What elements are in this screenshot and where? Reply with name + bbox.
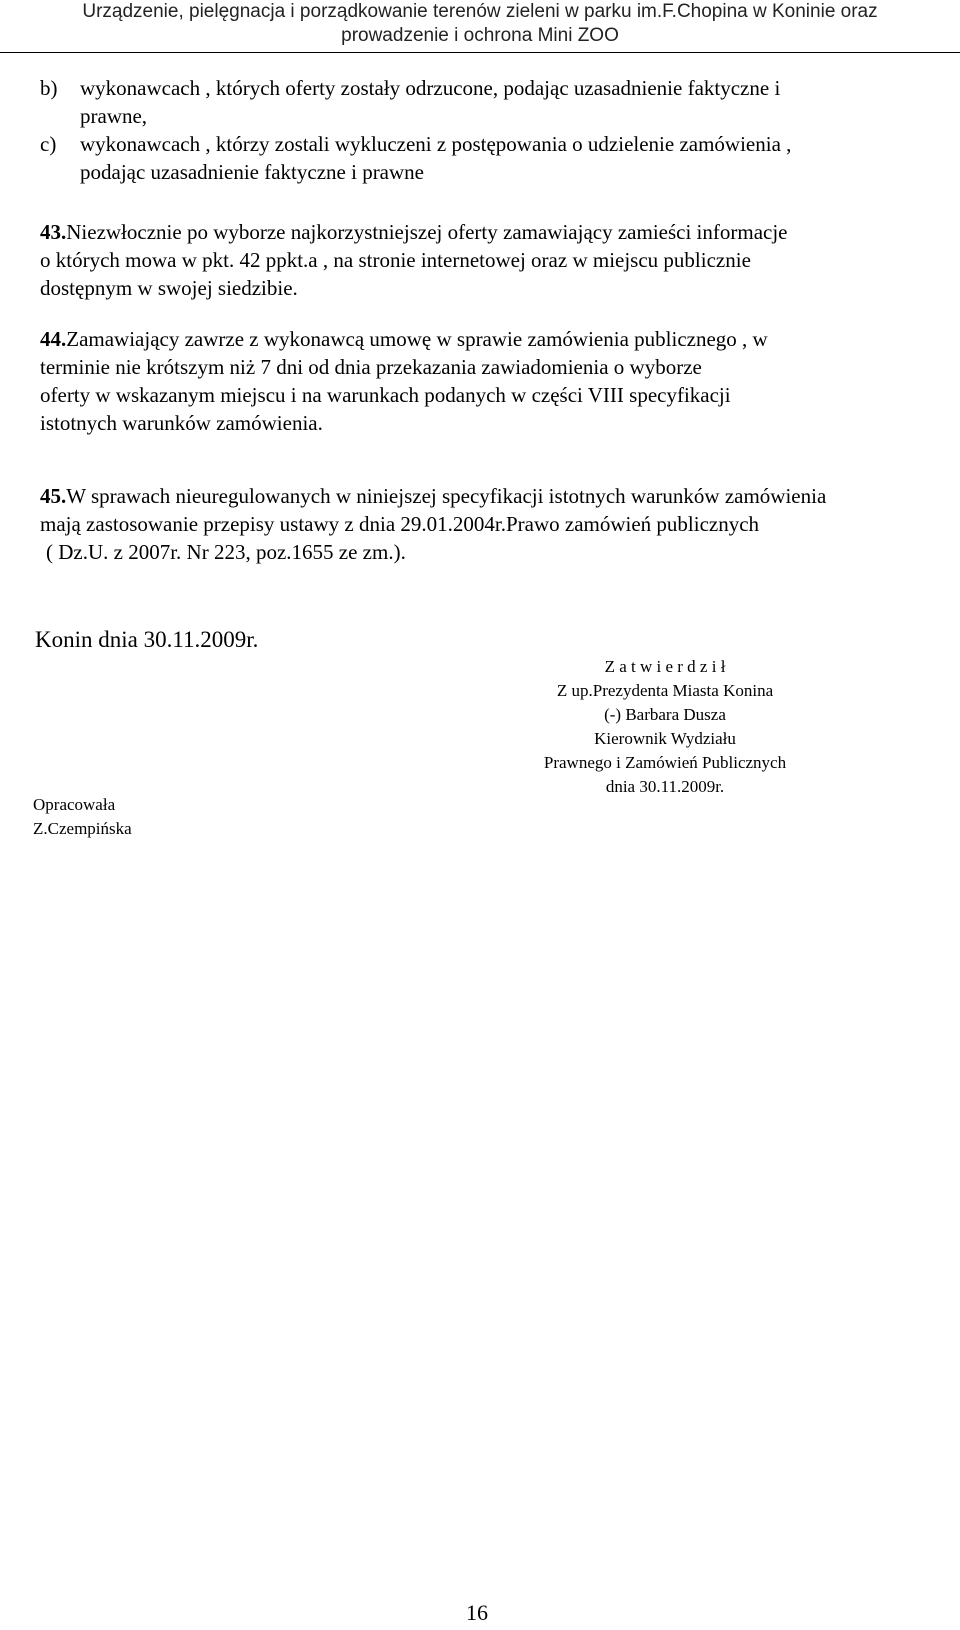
approval-line: Z up.Prezydenta Miasta Konina [556,681,774,700]
approval-line: dnia 30.11.2009r. [605,777,725,796]
list-item-label: c) [40,132,57,156]
header-line-1: Urządzenie, pielęgnacja i porządkowanie terenów zieleni w parku im.F.Chopina w Koninie oraz [82,1,878,22]
document-date: Konin dnia 30.11.2009r. [35,627,259,652]
list-item-text: wykonawcach , którzy zostali wykluczeni z postępowania o udzielenie zamówienia , [80,132,792,156]
list-item-text: podając uzasadnienie faktyczne i prawne [80,160,424,184]
paragraph-text: Niezwłocznie po wyborze najkorzystniejszej oferty zamawiający zamieści informacje [66,220,788,244]
page-header [0,0,960,53]
paragraph-number: 43. [40,220,67,244]
approval-line: (-) Barbara Dusza [604,705,726,724]
paragraph-text: istotnych warunków zamówienia. [40,411,323,435]
approval-line: Prawnego i Zamówień Publicznych [543,753,787,772]
approval-line: Kierownik Wydziału [594,729,736,748]
approval-title: Z a t w i e r d z i ł [604,657,726,676]
approval-block [500,655,830,799]
paragraph-44 [40,325,940,437]
prepared-by-block [33,793,132,841]
list-item-text: wykonawcach , których oferty zostały odrzucone, podając uzasadnienie faktyczne i [80,76,781,100]
list-item-b [40,74,780,130]
paragraph-43 [40,218,940,302]
prepared-name: Z.Czempińska [33,819,132,838]
paragraph-text: oferty w wskazanym miejscu i na warunkach podanych w części VIII specyfikacji [40,383,731,407]
page-number: 16 [466,1600,488,1625]
paragraph-text: terminie nie krótszym niż 7 dni od dnia przekazania zawiadomienia o wyborze [40,355,702,379]
list-item-text: prawne, [80,104,148,128]
paragraph-number: 44. [40,327,67,351]
paragraph-text: Zamawiający zawrze z wykonawcą umowę w sprawie zamówienia publicznego , w [66,327,768,351]
paragraph-text: o których mowa w pkt. 42 ppkt.a , na stronie internetowej oraz w miejscu publicznie [40,248,751,272]
paragraph-text: dostępnym w swojej siedzibie. [40,276,298,300]
prepared-label: Opracowała [33,795,116,814]
list-item-label: b) [40,76,58,100]
paragraph-number: 45. [40,484,67,508]
paragraph-45 [40,482,940,566]
paragraph-text: ( Dz.U. z 2007r. Nr 223, poz.1655 ze zm.). [46,540,406,564]
header-line-2: prowadzenie i ochrona Mini ZOO [341,25,619,46]
list-item-c [40,130,791,186]
paragraph-text: mają zastosowanie przepisy ustawy z dnia 29.01.2004r.Prawo zamówień publicznych [40,512,760,536]
paragraph-text: W sprawach nieuregulowanych w niniejszej specyfikacji istotnych warunków zamówienia [66,484,827,508]
